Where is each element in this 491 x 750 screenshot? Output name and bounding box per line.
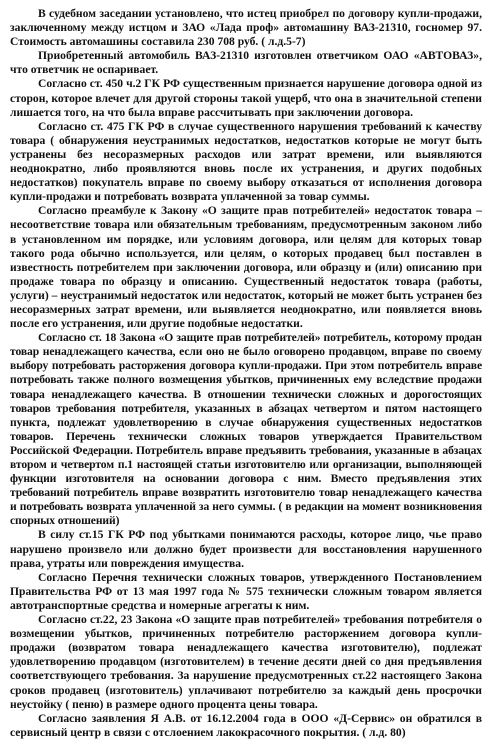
paragraph-article-15: В силу ст.15 ГК РФ под убытками понимаются расходы, которое лицо, чье право нарушено произвело или должно будет произвести для восстановления нарушенного права, утраты или повреждения имущества.	[10, 528, 482, 570]
paragraph-article-475: Согласно ст. 475 ГК РФ в случае существенного нарушения требований к качеству товара ( обнаружения неустранимых недостатков, недостатков которые не могут быть устранены без несоразмерных расходов или затрат времени, или выявляются неоднократно, либо проявляются вновь после их устранения, и других подобных недостатков) покупатель вправе по своему выбору отказаться от исполнения договора купли-продажи и потребовать возврата уплаченной за товар суммы.	[10, 119, 482, 204]
paragraph-consumer-law-article-18: Согласно ст. 18 Закона «О защите прав потребителей» потребитель, которому продан товар ненадлежащего качества, если оно не было оговорено продавцом, вправе по своему выбору потребовать расторжения договора купли-продажи. При этом потребитель вправе потребовать также полного возмещения убытков, причиненных ему вследствие продажи товара ненадлежащего качества. В отношении технически сложных и дорогостоящих товаров требования потребителя, указанных в абзацах четвертом и пятом настоящего пункта, подлежат удовлетворению в случае обнаружения существенных недостатков товаров. Перечень технически сложных товаров утверждается Правительством Российской Федерации. Потребитель вправе предъявить требования, указанные в абзацах втором и четвертом п.1 настоящей статьи изготовителю или организации, выполняющей функции изготовителя на основании договора с ним. Вместо предъявления этих требований потребитель вправе возвратить изготовителю товар ненадлежащего качества и потребовать возврата уплаченной за него суммы. ( в редакции на момент возникновения спорных отношений)	[10, 331, 482, 528]
paragraph-consumer-law-preamble: Согласно преамбуле к Закону «О защите прав потребителей» недостаток товара – несоответствие товара или обязательным требованиям, предусмотренным законом либо в установленном им порядке, или условиям договора, или целям для которых товар такого рода обычно используется, или целям, о которых продавец был поставлен в известность потребителем при заключении договора, или образцу и (или) описанию при продаже товара по образцу и описанию. Существенный недостаток товара (работы, услуги) – неустранимый недостаток или недостаток, который не может быть устранен без несоразмерных затрат времени, или выявляется неоднократно, или появляется вновь после его устранения, или другие подобные недостатки.	[10, 204, 482, 331]
paragraph-court-finding: В судебном заседании установлено, что истец приобрел по договору купли-продажи, заключенному между истцом и ЗАО «Лада проф» автомашину ВАЗ-21310, госномер 97. Стоимость автомашины составила 230 708 руб. ( л.д.5-7)	[10, 7, 482, 49]
paragraph-complex-goods-list: Согласно Перечня технически сложных товаров, утвержденного Постановлением Правительства РФ от 13 мая 1997 года № 575 технически сложным товаром является автотранспортные средства и номерные агрегаты к ним.	[10, 570, 482, 612]
paragraph-articles-22-23: Согласно ст.22, 23 Закона «О защите прав потребителей» требования потребителя о возмещении убытков, причиненных потребителю расторжением договора купли-продажи (возвратом товара ненадлежащего качества изготовителю), подлежат удовлетворению продавцом (изготовителем) в течение десяти дней со дня предъявления соответствующего требования. За нарушение предусмотренных ст.22 настоящего Закона сроков продавец (изготовитель) уплачивают потребителю за каждый день просрочки неустойку ( пеню) в размере одного процента цены товара.	[10, 613, 482, 711]
paragraph-manufacturer: Приобретенный автомобиль ВАЗ-21310 изготовлен ответчиком ОАО «АВТОВАЗ», что ответчик не оспаривает.	[10, 49, 482, 77]
paragraph-statement: Согласно заявления Я А.В. от 16.12.2004 года в ООО «Д-Сервис» он обратился в сервисный центр в связи с отслоением лакокрасочного покрытия. ( л.д. 80)	[10, 711, 482, 739]
paragraph-article-450: Согласно ст. 450 ч.2 ГК РФ существенным признается нарушение договора одной из сторон, которое влечет для другой стороны такой ущерб, что она в значительной степени лишается того, на что была вправе рассчитывать при заключении договора.	[10, 77, 482, 119]
